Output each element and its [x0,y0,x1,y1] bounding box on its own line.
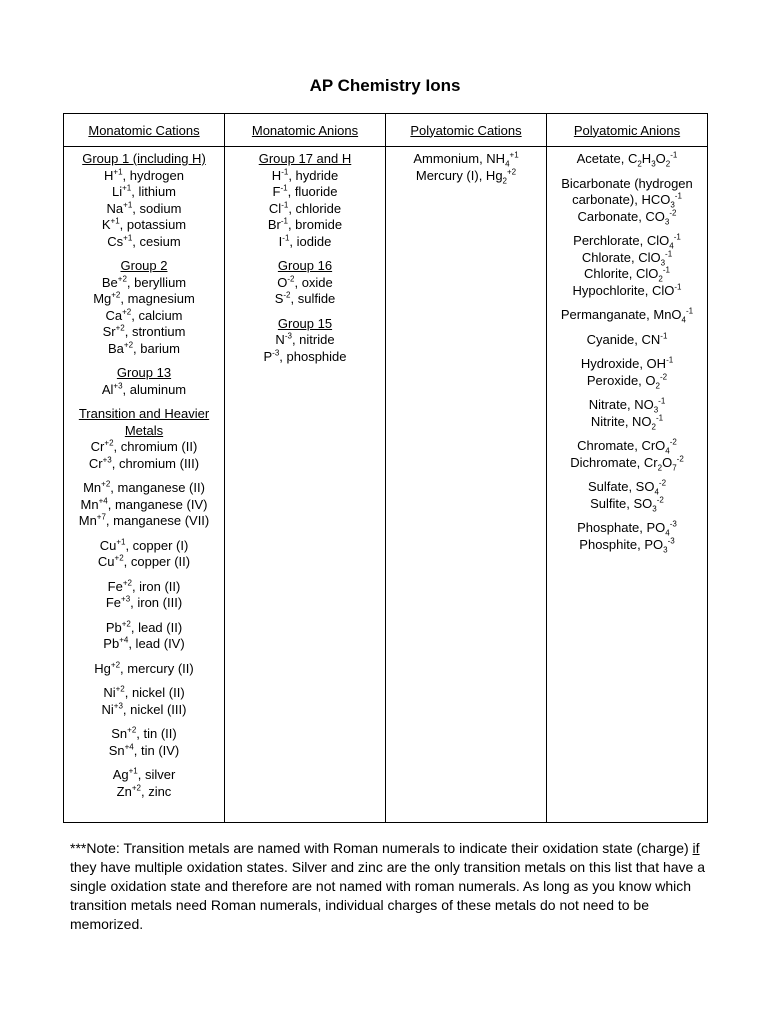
ion-entry: $K^{+1}$, potassium [101,216,187,232]
ion-entry: $H^{-1}$, hydride [271,167,339,183]
ion-group [66,767,222,800]
ion-entry: $Ni^{+3}$, nickel (III) [101,701,187,717]
column-header-monatomic-anions: Monatomic Anions [225,114,386,147]
ion-entry: $Pb^{+4}$, lead (IV) [103,635,185,651]
ions-table [63,113,708,823]
ion-entry: Chlorite, ClO$_2^{-1}$ [584,265,670,284]
ion-entry: Dichromate, $Cr_2O_7^{-2}$ [570,454,684,473]
ion-entry: $Cu^{+2}$, copper (II) [97,553,191,569]
ion-entry: $S^{-2}$, sulfide [274,290,336,306]
ion-group [227,316,383,366]
note-text-end: they have multiple oxidation states. Silver and zinc are the only transition metals on this list that have a single oxidation state and therefore are not named with roman numerals. As long as you know which transition metals need Roman numerals, individual charges of these metals do not need to be memorized. [70,859,706,932]
ion-entry: Mercury (I), $Hg_2^{+2}$ [415,167,517,186]
ion-entry: $Ni^{+2}$, nickel (II) [103,684,185,700]
ion-group [549,520,705,553]
ion-group [549,397,705,430]
ion-entry: Nitrate, $NO_3^{-1}$ [588,396,666,415]
ion-entry: $Sr^{+2}$, strontium [102,323,186,339]
ion-entry: Sulfite, $SO_3^{-2}$ [590,495,664,514]
monatomic-cations-cell [64,147,225,823]
ion-group [66,151,222,250]
ion-entry: $O^{-2}$, oxide [277,274,333,290]
ion-entry: $Hg^{+2}$, mercury (II) [94,660,194,676]
ion-group [66,406,222,472]
ion-entry: Chromate, CrO$_4^{-2}$ [577,437,677,456]
group-heading: Group 16 [277,258,333,273]
ion-group [388,151,544,184]
ion-entry: $Cr^{+2}$, chromium (II) [90,438,198,454]
column-header-polyatomic-cations: Polyatomic Cations [386,114,547,147]
group-heading: Group 15 [277,315,333,331]
ion-group [549,438,705,471]
ion-entry: $Al^{+3}$, aluminum [101,381,187,397]
ion-group [66,480,222,530]
ion-entry: $Fe^{+2}$, iron (II) [107,578,181,594]
ion-entry: $Pb^{+2}$, lead (II) [105,619,183,635]
ion-group [549,233,705,299]
ion-entry: $Na^{+1}$, sodium [106,200,182,216]
ion-group [66,365,222,398]
ion-group [66,538,222,571]
ion-entry: Chlorate, ClO$_3^{-1}$ [581,249,673,268]
ion-group [549,479,705,512]
ion-entry: Phosphite, $PO_3^{-3}$ [579,536,675,555]
ion-entry: $Cs^{+1}$, cesium [107,233,181,249]
ion-entry: $Ba^{+2}$, barium [108,340,180,356]
ion-entry: Peroxide, $O_2^{-2}$ [586,372,668,391]
ion-entry: $N^{-3}$, nitride [275,331,335,347]
column-header-polyatomic-anions: Polyatomic Anions [547,114,708,147]
note-paragraph [70,839,720,934]
group-heading: Metals [124,422,164,438]
ion-entry: $Mn^{+2}$, manganese (II) [83,479,205,495]
ion-entry: $Ag^{+1}$, silver [112,766,176,782]
ion-entry: $Mn^{+4}$, manganese (IV) [80,496,208,512]
ion-entry: $F^{-1}$, fluoride [272,183,338,199]
ion-group [549,332,705,349]
group-heading: Group 17 and H [258,151,352,166]
ion-entry: $H^{+1}$, hydrogen [104,167,184,183]
ion-entry: Ammonium, $NH_4^{+1}$ [413,150,519,169]
ion-group [227,258,383,308]
header-row [64,114,708,147]
ion-entry: Permanganate, MnO$_4^{-1}$ [560,306,694,325]
ion-entry: $Cl^{-1}$, chloride [268,200,342,216]
note-text-start: ***Note: Transition metals are named with Roman numerals to indicate their oxidation state (charge) [70,840,693,856]
ion-entry: carbonate), $HCO_3^{-1}$ [572,191,682,210]
group-heading: Group 1 (including H) [82,151,206,166]
note-emphasis: if [692,840,700,856]
ion-group [549,151,705,168]
polyatomic-anions-cell [547,147,708,823]
ion-entry: Phosphate, $PO_4^{-3}$ [577,519,677,538]
ion-entry: $Br^{-1}$, bromide [267,216,343,232]
ion-entry: $P^{-3}$, phosphide [263,348,347,364]
ion-group [66,726,222,759]
ion-entry: $Sn^{+4}$, tin (IV) [108,742,180,758]
ion-entry: Hypochlorite, ClO$^{-1}$ [572,282,682,298]
ion-entry: $Be^{+2}$, beryllium [101,274,187,290]
ion-entry: Bicarbonate (hydrogen [561,175,693,191]
group-heading: Transition and Heavier [78,406,210,421]
ion-entry: Cyanide, $CN^{-1}$ [586,331,668,347]
ion-entry: Acetate, $C_2H_3O_2^{-1}$ [576,150,678,169]
page-title: AP Chemistry Ions [309,76,461,95]
ion-group [549,356,705,389]
ion-entry: $I^{-1}$, iodide [278,233,332,249]
ion-entry: Perchlorate, ClO$_4^{-1}$ [573,232,681,251]
ion-entry: $Zn^{+2}$, zinc [116,783,172,799]
ion-entry: $Mn^{+7}$, manganese (VII) [78,512,210,528]
ion-group [549,176,705,226]
ion-group [66,661,222,678]
ion-group [66,685,222,718]
monatomic-anions-cell [225,147,386,823]
ion-group [549,307,705,324]
ion-entry: Hydroxide, $OH^{-1}$ [580,355,674,371]
ion-entry: $Li^{+1}$, lithium [111,183,177,199]
ion-entry: $Sn^{+2}$, tin (II) [111,725,177,741]
body-row [64,147,708,823]
ion-entry: Sulfate, $SO_4^{-2}$ [587,478,667,497]
polyatomic-cations-cell [386,147,547,823]
group-heading: Group 2 [120,258,168,273]
ion-entry: $Cr^{+3}$, chromium (III) [88,455,200,471]
group-heading: Group 13 [116,365,172,380]
ion-entry: Carbonate, $CO_3^{-2}$ [577,208,677,227]
ion-group [66,620,222,653]
column-header-monatomic-cations: Monatomic Cations [64,114,225,147]
ion-entry: Nitrite, $NO_2^{-1}$ [590,413,664,432]
ion-entry: $Ca^{+2}$, calcium [105,307,183,323]
ion-group [227,151,383,250]
ion-entry: $Fe^{+3}$, iron (III) [105,594,183,610]
ion-entry: $Cu^{+1}$, copper (I) [99,537,189,553]
ion-group [66,258,222,357]
ion-group [66,579,222,612]
ion-entry: $Mg^{+2}$, magnesium [93,290,195,306]
